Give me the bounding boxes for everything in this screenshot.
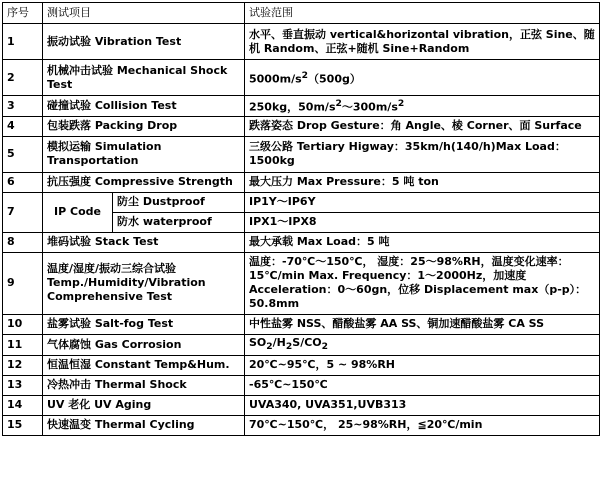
test-spec-table	[2, 2, 600, 436]
table-row	[3, 375, 600, 395]
row-number: 10	[3, 314, 43, 334]
test-range: 最大压力 Max Pressure：5 吨 ton	[245, 172, 600, 192]
test-item: 堆码试验 Stack Test	[43, 232, 245, 252]
range-text: （500g）	[308, 72, 361, 86]
table-row	[3, 415, 600, 435]
test-item: 包装跌落 Packing Drop	[43, 116, 245, 136]
test-item: 冷热冲击 Thermal Shock	[43, 375, 245, 395]
test-item: 机械冲击试验 Mechanical Shock Test	[43, 60, 245, 96]
test-item: 模拟运输 Simulation Transportation	[43, 136, 245, 172]
range-text: ～300m/s	[341, 100, 398, 114]
row-number: 12	[3, 355, 43, 375]
spec-table-container	[2, 2, 599, 436]
test-item: 碰撞试验 Collision Test	[43, 96, 245, 117]
row-number: 4	[3, 116, 43, 136]
table-row	[3, 136, 600, 172]
row-number: 5	[3, 136, 43, 172]
range-text: SO	[249, 335, 267, 349]
range-text: /H	[272, 335, 286, 349]
test-range: 最大承载 Max Load：5 吨	[245, 232, 600, 252]
table-header-row	[3, 3, 600, 24]
row-number: 11	[3, 334, 43, 355]
test-range	[245, 60, 600, 96]
table-row	[3, 232, 600, 252]
test-item: 温度/湿度/振动三综合试验 Temp./Humidity/Vibration Comprehensive Test	[43, 252, 245, 314]
row-number: 2	[3, 60, 43, 96]
header-test-item: 测试项目	[43, 3, 245, 24]
table-row	[3, 96, 600, 117]
subscript: 2	[321, 340, 329, 352]
superscript: 2	[397, 98, 405, 109]
row-number: 7	[3, 192, 43, 232]
table-row	[3, 314, 600, 334]
test-item: 气体腐蚀 Gas Corrosion	[43, 334, 245, 355]
table-row	[3, 172, 600, 192]
test-subitem: 防水 waterproof	[113, 212, 245, 232]
test-subitem: 防尘 Dustproof	[113, 192, 245, 212]
test-range: -65℃~150℃	[245, 375, 600, 395]
table-row	[3, 252, 600, 314]
row-number: 6	[3, 172, 43, 192]
row-number: 13	[3, 375, 43, 395]
header-number: 序号	[3, 3, 43, 24]
test-range: UVA340, UVA351,UVB313	[245, 395, 600, 415]
test-range: 中性盐雾 NSS、醋酸盐雾 AA SS、铜加速醋酸盐雾 CA SS	[245, 314, 600, 334]
range-text: 250kg，50m/s	[249, 100, 336, 114]
table-row	[3, 60, 600, 96]
test-range: IP1Y～IP6Y	[245, 192, 600, 212]
row-number: 1	[3, 24, 43, 60]
table-row	[3, 334, 600, 355]
table-row	[3, 192, 600, 212]
table-row	[3, 355, 600, 375]
test-range: 三级公路 Tertiary Higway：35km/h(140/h)Max Load：1500kg	[245, 136, 600, 172]
superscript: 2	[335, 98, 342, 109]
table-row	[3, 24, 600, 60]
test-item: 抗压强度 Compressive Strength	[43, 172, 245, 192]
table-row	[3, 395, 600, 415]
header-test-range: 试验范围	[245, 3, 600, 24]
test-range: 温度：-70℃～150℃， 湿度：25～98%RH，温度变化速率：15℃/min Max. Frequency：1～2000Hz，加速度 Acceleration：0～60gn，位移 Displacement max（p-p）：50.8mm	[245, 252, 600, 314]
test-range: 水平、垂直振动 vertical&horizontal vibration，正弦 Sine、随机 Random、正弦+随机 Sine+Random	[245, 24, 600, 60]
row-number: 3	[3, 96, 43, 117]
test-item: 盐雾试验 Salt-fog Test	[43, 314, 245, 334]
test-item: 恒温恒湿 Constant Temp&Hum.	[43, 355, 245, 375]
subscript: 2	[285, 340, 293, 352]
subscript: 2	[266, 340, 273, 352]
table-row	[3, 116, 600, 136]
range-text: S/CO	[292, 335, 322, 349]
range-text: 5000m/s	[249, 72, 302, 86]
test-range	[245, 334, 600, 355]
row-number: 14	[3, 395, 43, 415]
row-number: 9	[3, 252, 43, 314]
test-range	[245, 96, 600, 117]
row-number: 15	[3, 415, 43, 435]
row-number: 8	[3, 232, 43, 252]
superscript: 2	[301, 69, 309, 81]
test-item: 快速温变 Thermal Cycling	[43, 415, 245, 435]
test-range: IPX1～IPX8	[245, 212, 600, 232]
test-range: 20℃~95℃，5 ~ 98%RH	[245, 355, 600, 375]
test-range: 跌落姿态 Drop Gesture：角 Angle、棱 Corner、面 Surface	[245, 116, 600, 136]
test-item: UV 老化 UV Aging	[43, 395, 245, 415]
test-range: 70℃~150℃， 25~98%RH，≦20℃/min	[245, 415, 600, 435]
test-item: 振动试验 Vibration Test	[43, 24, 245, 60]
test-item: IP Code	[43, 192, 113, 232]
